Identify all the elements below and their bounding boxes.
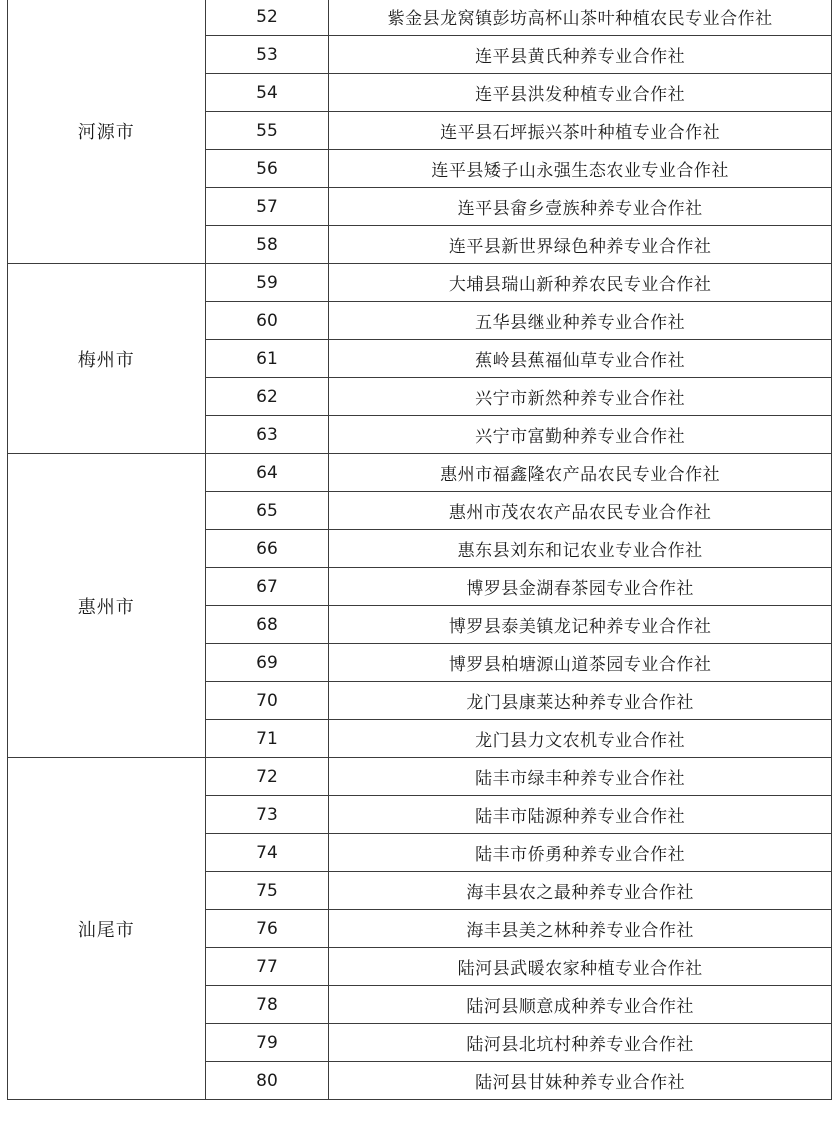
cooperative-name-cell: 蕉岭县蕉福仙草专业合作社 [329,340,832,378]
city-cell: 河源市 [8,0,206,264]
cooperative-name-cell: 连平县黄氏种养专业合作社 [329,36,832,74]
table-row [8,264,832,302]
row-number-cell: 79 [205,1024,329,1062]
cooperative-name-cell: 兴宁市富勤种养专业合作社 [329,416,832,454]
cooperative-name-cell: 连平县新世界绿色种养专业合作社 [329,226,832,264]
cooperative-list-table [7,0,832,1100]
cooperative-name-cell: 博罗县柏塘源山道茶园专业合作社 [329,644,832,682]
row-number-cell: 69 [205,644,329,682]
cooperative-name-cell: 博罗县泰美镇龙记种养专业合作社 [329,606,832,644]
row-number-cell: 55 [205,112,329,150]
city-cell: 汕尾市 [8,758,206,1100]
cooperative-name-cell: 惠州市福鑫隆农产品农民专业合作社 [329,454,832,492]
row-number-cell: 60 [205,302,329,340]
row-number-cell: 73 [205,796,329,834]
row-number-cell: 67 [205,568,329,606]
city-cell: 惠州市 [8,454,206,758]
cooperative-name-cell: 紫金县龙窝镇彭坊高杯山茶叶种植农民专业合作社 [329,0,832,36]
cooperative-name-cell: 海丰县美之林种养专业合作社 [329,910,832,948]
cooperative-name-cell: 连平县洪发种植专业合作社 [329,74,832,112]
row-number-cell: 57 [205,188,329,226]
cooperative-name-cell: 陆丰市侨勇种养专业合作社 [329,834,832,872]
cooperative-name-cell: 兴宁市新然种养专业合作社 [329,378,832,416]
row-number-cell: 68 [205,606,329,644]
table-row [8,454,832,492]
row-number-cell: 66 [205,530,329,568]
table-body [8,0,832,1100]
row-number-cell: 62 [205,378,329,416]
cooperative-name-cell: 陆河县武暖农家种植专业合作社 [329,948,832,986]
cooperative-name-cell: 陆丰市绿丰种养专业合作社 [329,758,832,796]
row-number-cell: 64 [205,454,329,492]
cooperative-name-cell: 龙门县康莱达种养专业合作社 [329,682,832,720]
cooperative-name-cell: 博罗县金湖春茶园专业合作社 [329,568,832,606]
row-number-cell: 75 [205,872,329,910]
row-number-cell: 74 [205,834,329,872]
row-number-cell: 78 [205,986,329,1024]
row-number-cell: 80 [205,1062,329,1100]
row-number-cell: 58 [205,226,329,264]
row-number-cell: 59 [205,264,329,302]
cooperative-name-cell: 陆河县甘妹种养专业合作社 [329,1062,832,1100]
cooperative-name-cell: 海丰县农之最种养专业合作社 [329,872,832,910]
row-number-cell: 72 [205,758,329,796]
cooperative-name-cell: 惠东县刘东和记农业专业合作社 [329,530,832,568]
row-number-cell: 61 [205,340,329,378]
row-number-cell: 52 [205,0,329,36]
row-number-cell: 65 [205,492,329,530]
cooperative-name-cell: 连平县畲乡壹族种养专业合作社 [329,188,832,226]
row-number-cell: 63 [205,416,329,454]
row-number-cell: 54 [205,74,329,112]
city-cell: 梅州市 [8,264,206,454]
row-number-cell: 56 [205,150,329,188]
row-number-cell: 77 [205,948,329,986]
cooperative-name-cell: 连平县石坪振兴茶叶种植专业合作社 [329,112,832,150]
row-number-cell: 53 [205,36,329,74]
cooperative-name-cell: 龙门县力文农机专业合作社 [329,720,832,758]
table-row [8,0,832,36]
cooperative-name-cell: 惠州市茂农农产品农民专业合作社 [329,492,832,530]
cooperative-name-cell: 陆河县北坑村种养专业合作社 [329,1024,832,1062]
cooperative-name-cell: 大埔县瑞山新种养农民专业合作社 [329,264,832,302]
table-row [8,758,832,796]
row-number-cell: 76 [205,910,329,948]
row-number-cell: 70 [205,682,329,720]
cooperative-name-cell: 五华县继业种养专业合作社 [329,302,832,340]
cooperative-name-cell: 连平县矮子山永强生态农业专业合作社 [329,150,832,188]
cooperative-name-cell: 陆河县顺意成种养专业合作社 [329,986,832,1024]
cooperative-name-cell: 陆丰市陆源种养专业合作社 [329,796,832,834]
row-number-cell: 71 [205,720,329,758]
